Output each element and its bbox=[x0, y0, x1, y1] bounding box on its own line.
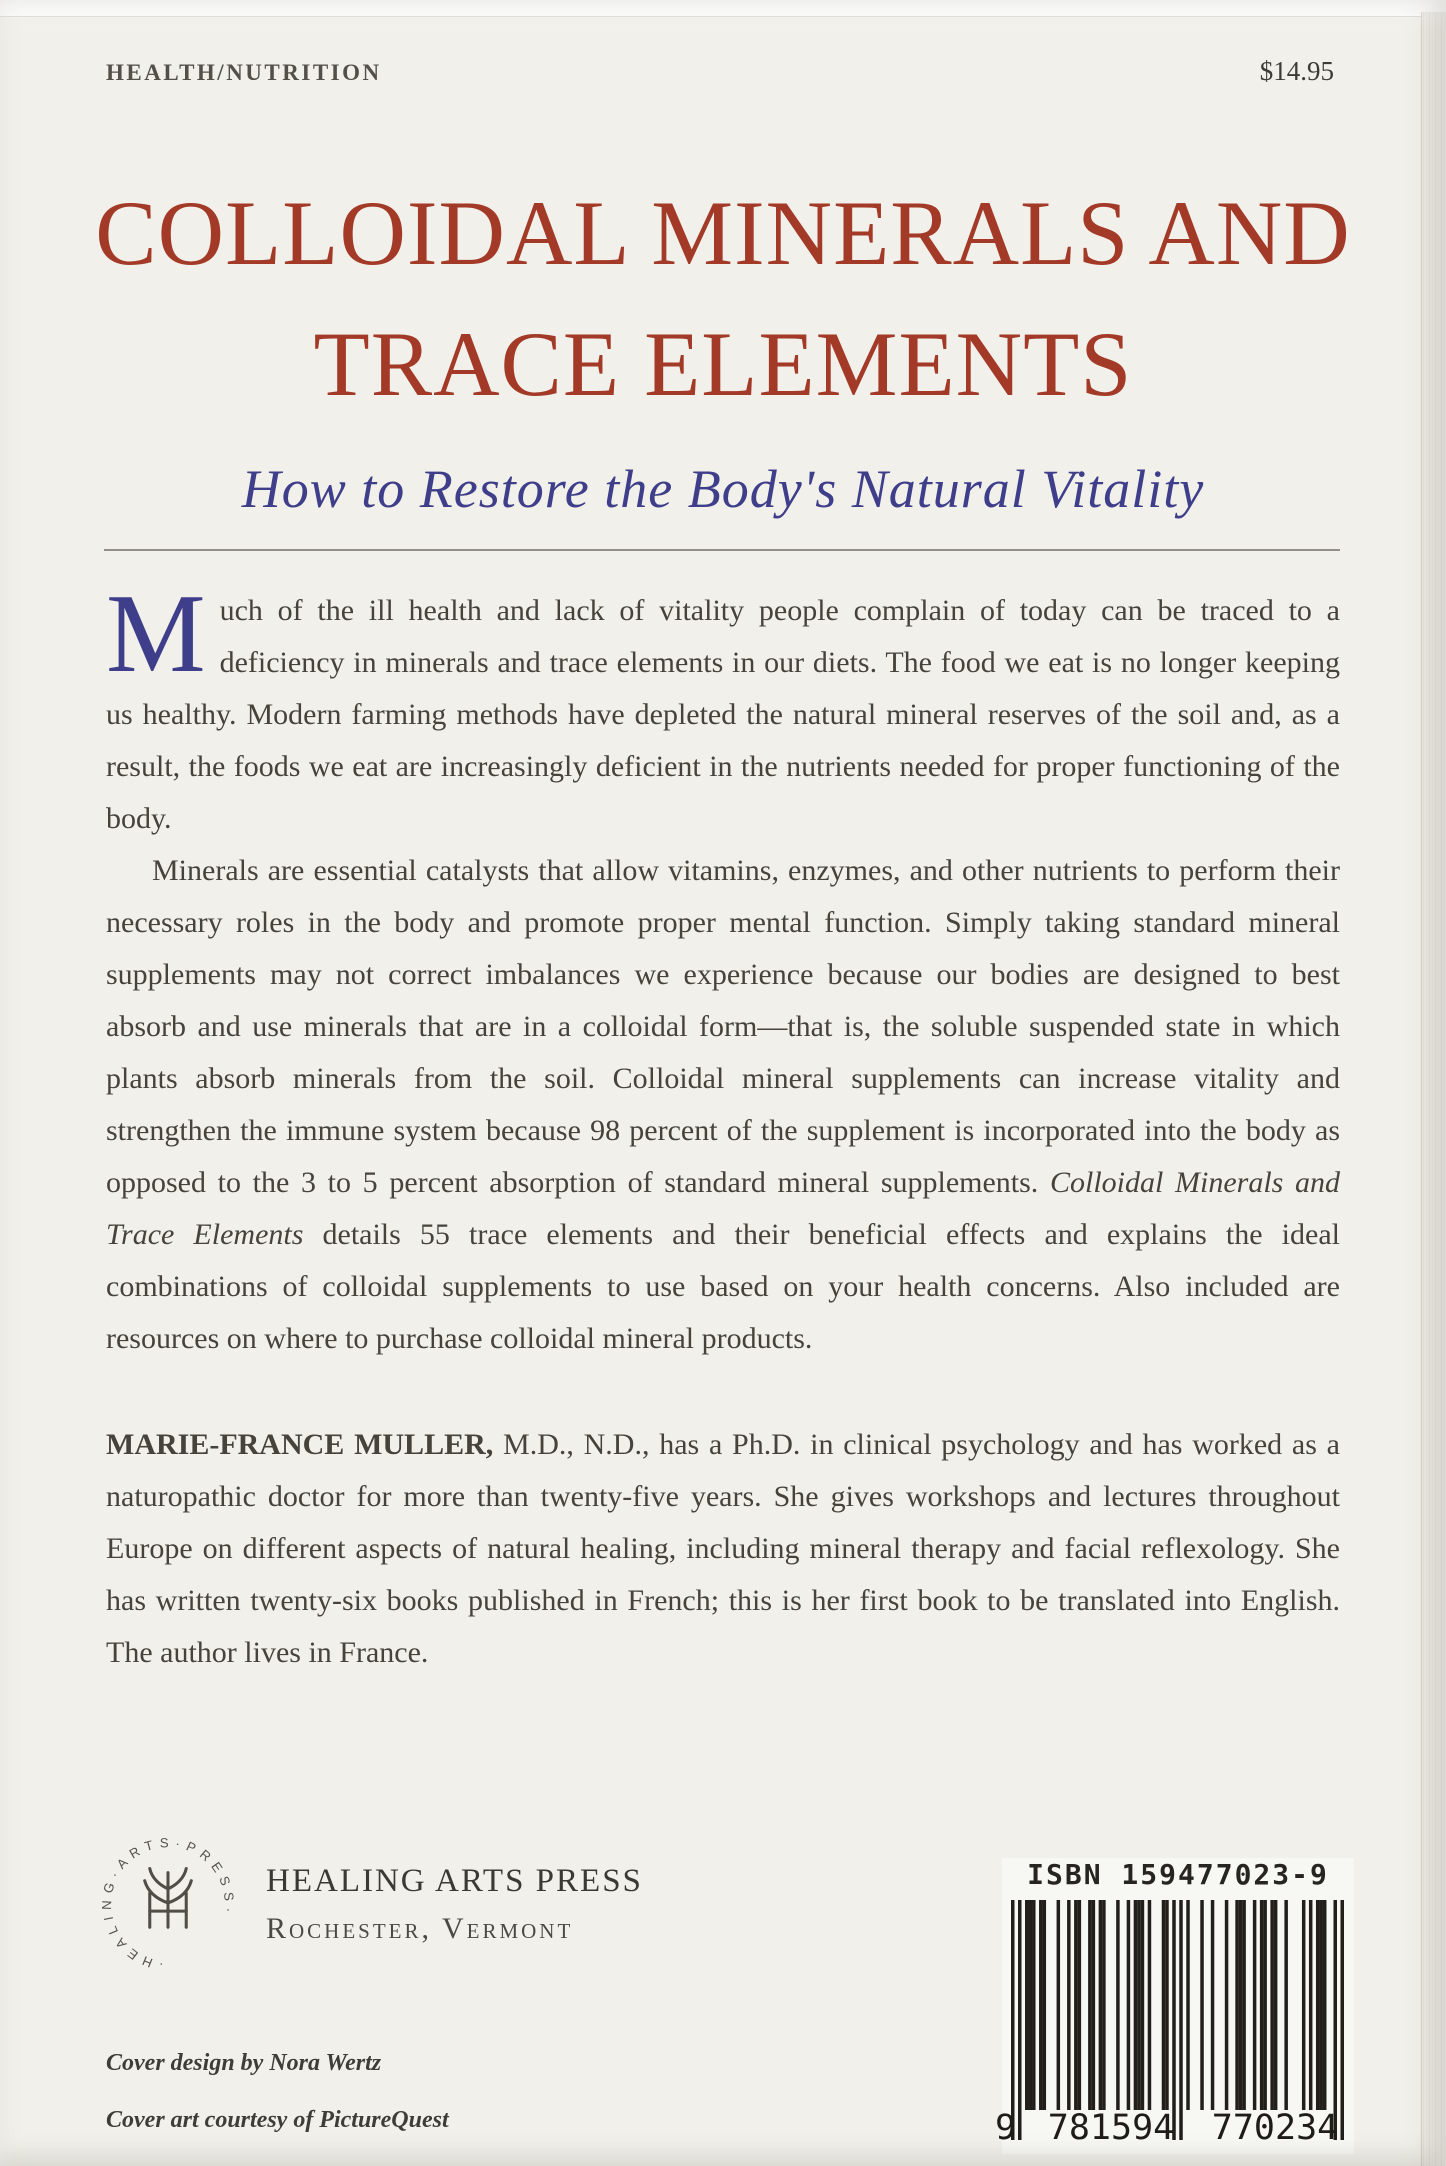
publisher-block bbox=[92, 1828, 643, 1980]
logo-tree-monogram bbox=[145, 1869, 192, 1928]
header-row bbox=[106, 56, 1334, 87]
barcode-digit-group2: 770234 bbox=[1211, 2108, 1339, 2148]
book-page-edges bbox=[1421, 12, 1446, 2166]
book-title-line1: COLLOIDAL MINERALS AND bbox=[95, 182, 1351, 284]
publisher-text bbox=[266, 1863, 643, 1946]
paragraph-intro bbox=[106, 572, 1340, 845]
cover-art-credit: Cover art courtesy of PictureQuest bbox=[106, 2107, 449, 2133]
isbn-label: ISBN 159477023-9 bbox=[1027, 1858, 1329, 1891]
paragraph-details: Minerals are essential catalysts that allow vitamins, enzymes, and other nutrients to perform their necessary roles in the body and promote proper mental function. Simply taking standard mineral supplements may not correct imbalances we experience because our bodies are designed to best absorb and use minerals that are in a colloidal form—that is, the soluble suspended state in which plants absorb minerals from the soil. Colloidal mineral supplements can increase vitality and strengthen the immune system because 98 percent of the supplement is incorporated into the body as opposed to the 3 to 5 percent absorption of standard mineral supplements. Colloidal Minerals and Trace Elements details 55 trace elements and their beneficial effects and explains the ideal combinations of colloidal supplements to use based on your health concerns. Also included are resources on where to purchase colloidal mineral products. bbox=[106, 854, 1340, 1355]
cover-design-credit: Cover design by Nora Wertz bbox=[106, 2050, 382, 2076]
logo-ring-text: ·HEALING·ARTS·PRESS· bbox=[99, 1835, 238, 1973]
book-title bbox=[0, 168, 1446, 430]
book-subtitle: How to Restore the Body's Natural Vitality bbox=[241, 459, 1205, 519]
barcode-bars bbox=[1011, 1900, 1344, 2140]
divider-rule bbox=[104, 549, 1340, 551]
barcode-digit-group1: 781594 bbox=[1047, 2108, 1175, 2148]
credits-block bbox=[106, 2050, 449, 2164]
healing-arts-press-logo bbox=[92, 1828, 244, 1980]
back-cover-copy bbox=[106, 572, 1340, 1679]
publisher-location: Rochester, Vermont bbox=[266, 1911, 574, 1945]
barcode-digit-first: 9 bbox=[995, 2108, 1017, 2148]
barcode-digits bbox=[995, 2108, 1344, 2148]
dropcap-m: M bbox=[106, 572, 206, 696]
price-label: $14.95 bbox=[1259, 56, 1334, 86]
book-top-edge bbox=[0, 0, 1446, 17]
category-label: HEALTH/NUTRITION bbox=[106, 60, 382, 85]
author-bio: MARIE-FRANCE MULLER, M.D., N.D., has a Ph.D. in clinical psychology and has worked as a naturopathic doctor for more than twenty-five years. She gives workshops and lectures throughout Europe on different aspects of natural healing, including mineral therapy and facial reflexology. She has written twenty-six books published in French; this is her first book to be translated into English. The author lives in France. bbox=[106, 1428, 1340, 1669]
paragraph-intro-text: uch of the ill health and lack of vitality people complain of today can be traced to a deficiency in minerals and trace elements in our diets. The food we eat is no longer keeping us healthy. Modern farming methods have depleted the natural mineral reserves of the soil and, as a result, the foods we eat are increasingly deficient in the nutrients needed for proper functioning of the body. bbox=[106, 594, 1340, 835]
publisher-name: HEALING ARTS PRESS bbox=[266, 1862, 643, 1899]
barcode-block bbox=[995, 1858, 1354, 2154]
book-title-line2: TRACE ELEMENTS bbox=[313, 313, 1133, 415]
